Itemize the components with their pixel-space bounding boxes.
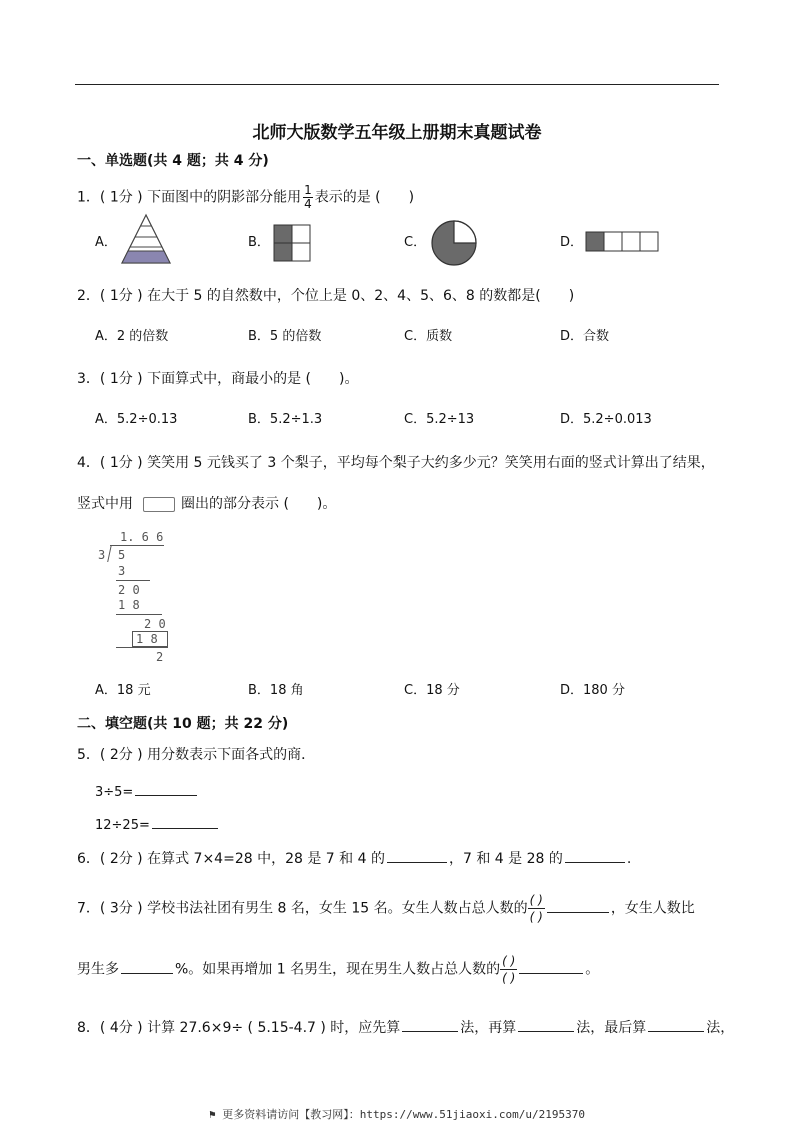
q8-end: 法， bbox=[706, 1020, 735, 1036]
question-3-stem: 3．( 1分 ) 下面算式中，商最小的是 ( )。 bbox=[77, 371, 359, 387]
q4-option-d[interactable]: D．180 分 bbox=[560, 683, 625, 698]
question-8 bbox=[77, 1017, 734, 1037]
q6-end: . bbox=[626, 851, 632, 867]
q4-option-a[interactable]: A．18 元 bbox=[95, 683, 151, 698]
q7-line2-end: 。 bbox=[585, 961, 600, 978]
division-row-4: 2 0 bbox=[144, 617, 166, 631]
question-2-stem: 2．( 1分 ) 在大于 5 的自然数中，个位上是 0、2、4、5、6、8 的数都是( ) bbox=[77, 288, 575, 304]
q2-option-b[interactable]: B．5 的倍数 bbox=[248, 329, 322, 344]
q3-option-c[interactable]: C．5.2÷13 bbox=[404, 412, 475, 427]
division-quotient: 1. 6 6 bbox=[120, 530, 164, 544]
question-7-line2 bbox=[77, 953, 599, 986]
question-4-line2 bbox=[77, 495, 336, 513]
division-line-2 bbox=[116, 614, 162, 615]
division-line-3 bbox=[116, 647, 168, 648]
paren-numerator[interactable]: ( ) bbox=[502, 954, 516, 968]
division-divisor: 3 bbox=[98, 548, 106, 562]
question-4-line1: 4．( 1分 ) 笑笑用 5 元钱买了 3 个梨子，平均每个梨子大约多少元？笑笑用右面的竖式计算出了结果， bbox=[77, 455, 715, 471]
division-row-3: 1 8 bbox=[118, 598, 140, 612]
paren-fraction bbox=[528, 892, 545, 925]
page-title: 北师大版数学五年级上册期末真题试卷 bbox=[252, 123, 542, 143]
q1-stem-suffix: 表示的是 ( ) bbox=[314, 189, 415, 206]
q5-expr-1 bbox=[95, 781, 199, 802]
q1-option-b-label[interactable]: B． bbox=[248, 235, 270, 250]
division-line-1 bbox=[116, 580, 150, 581]
answer-blank[interactable] bbox=[121, 959, 173, 974]
circle-figure bbox=[430, 219, 478, 267]
highlight-rect-icon bbox=[143, 497, 175, 512]
division-overline bbox=[110, 545, 164, 546]
q3-option-d[interactable]: D．5.2÷0.013 bbox=[560, 412, 652, 427]
bar-strip-figure bbox=[585, 231, 659, 252]
q3-option-a[interactable]: A．5.2÷0.13 bbox=[95, 412, 178, 427]
answer-blank[interactable] bbox=[152, 814, 218, 829]
paren-denominator[interactable]: ( ) bbox=[529, 910, 543, 924]
fraction-denominator: 4 bbox=[304, 197, 312, 211]
question-5-stem: 5．( 2分 ) 用分数表示下面各式的商． bbox=[77, 747, 316, 763]
q4-line2-suffix: 圈出的部分表示 ( )。 bbox=[181, 496, 337, 512]
triangle-figure bbox=[118, 213, 174, 267]
q1-stem-prefix: 1．( 1分 ) 下面图中的阴影部分能用 bbox=[77, 189, 302, 206]
q6-middle: ，7 和 4 是 28 的 bbox=[448, 851, 563, 867]
q4-option-c[interactable]: C．18 分 bbox=[404, 683, 460, 698]
q2-option-c[interactable]: C．质数 bbox=[404, 329, 453, 344]
q1-option-c-label[interactable]: C． bbox=[404, 235, 427, 250]
q8-prefix: 8．( 4分 ) 计算 27.6×9÷ ( 5.15-4.7 ) 时，应先算 bbox=[77, 1020, 401, 1036]
q7-line2-prefix: 男生多 bbox=[77, 961, 119, 978]
paren-denominator[interactable]: ( ) bbox=[502, 971, 516, 985]
answer-blank[interactable] bbox=[387, 848, 447, 863]
q1-option-a-label[interactable]: A． bbox=[95, 235, 117, 250]
footer-link[interactable]: 更多资料请访问【教习网】：https://www.51jiaoxi.com/u/2195370 bbox=[222, 1108, 585, 1121]
division-row-1: 3 bbox=[118, 564, 126, 578]
division-dividend: 5 bbox=[118, 548, 126, 562]
q8-middle-2: 法，最后算 bbox=[576, 1020, 647, 1036]
q7-line2-middle: %。如果再增加 1 名男生，现在男生人数占总人数的 bbox=[175, 961, 501, 978]
division-row-6: 2 bbox=[156, 650, 164, 664]
q5-expr-2 bbox=[95, 814, 220, 835]
question-7-line1 bbox=[77, 892, 695, 925]
fraction-numerator: 1 bbox=[304, 183, 312, 197]
footer bbox=[0, 1106, 794, 1122]
q3-option-b[interactable]: B．5.2÷1.3 bbox=[248, 412, 323, 427]
answer-blank[interactable] bbox=[518, 1017, 574, 1032]
flag-icon: ⚑ bbox=[209, 1108, 216, 1121]
answer-blank[interactable] bbox=[565, 848, 625, 863]
answer-blank[interactable] bbox=[402, 1017, 458, 1032]
q6-prefix: 6．( 2分 ) 在算式 7×4=28 中，28 是 7 和 4 的 bbox=[77, 851, 385, 867]
answer-blank[interactable] bbox=[547, 898, 609, 913]
paren-fraction bbox=[500, 953, 517, 986]
q1-option-d-label[interactable]: D． bbox=[560, 235, 584, 250]
answer-blank[interactable] bbox=[648, 1017, 704, 1032]
section-heading-single-choice: 一、单选题(共 4 题；共 4 分) bbox=[77, 153, 269, 169]
answer-blank[interactable] bbox=[519, 959, 583, 974]
q7-line1-suffix: ，女生人数比 bbox=[610, 900, 695, 917]
section-heading-fill-blank: 二、填空题(共 10 题；共 22 分) bbox=[77, 716, 289, 732]
answer-blank[interactable] bbox=[135, 781, 197, 796]
q5-expr-2-text: 12÷25= bbox=[95, 818, 150, 833]
q8-middle-1: 法，再算 bbox=[460, 1020, 517, 1036]
fraction-one-quarter bbox=[303, 184, 313, 211]
long-division-figure bbox=[96, 528, 186, 668]
q2-option-a[interactable]: A．2 的倍数 bbox=[95, 329, 169, 344]
question-6 bbox=[77, 848, 631, 868]
q4-option-b[interactable]: B．18 角 bbox=[248, 683, 304, 698]
division-row-5: 1 8 bbox=[136, 632, 158, 646]
q7-line1-prefix: 7．( 3分 ) 学校书法社团有男生 8 名，女生 15 名。女生人数占总人数的 bbox=[77, 900, 528, 917]
q4-line2-prefix: 竖式中用 bbox=[77, 496, 133, 512]
division-bracket bbox=[107, 545, 112, 562]
square-grid-figure bbox=[273, 224, 311, 262]
q5-expr-1-text: 3÷5= bbox=[95, 785, 134, 800]
top-rule bbox=[75, 84, 719, 85]
question-1-stem bbox=[77, 184, 414, 211]
q2-option-d[interactable]: D．合数 bbox=[560, 329, 610, 344]
paren-numerator[interactable]: ( ) bbox=[529, 893, 543, 907]
division-row-2: 2 0 bbox=[118, 583, 140, 597]
